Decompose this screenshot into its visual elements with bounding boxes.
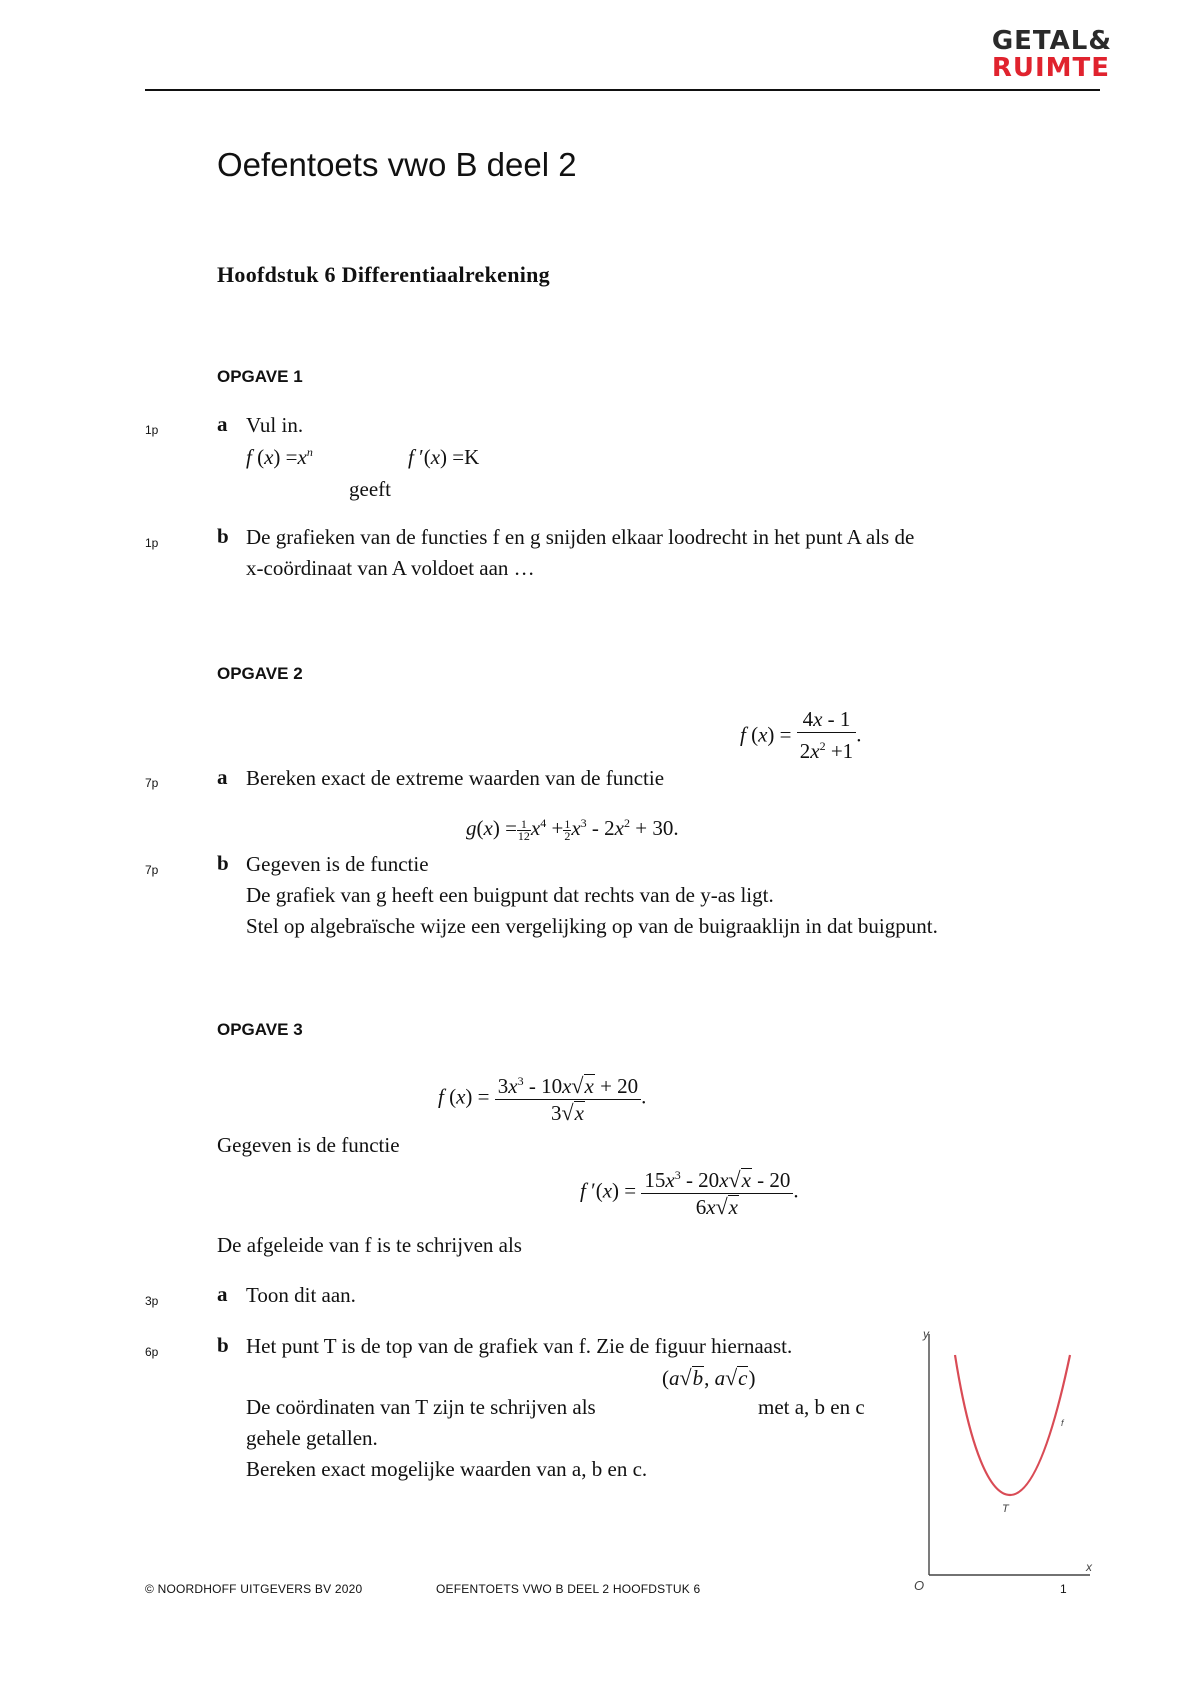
x-axis-label: x — [1086, 1560, 1092, 1574]
opgave-1a-formula-left: f $(x) =x^n$ — [246, 445, 313, 469]
opgave-3b-line-2a: De coördinaten van T zijn te schrijven als — [246, 1395, 596, 1419]
opgave-2b-line-3: Stel op algebraïsche wijze een vergelijking op van de buigraaklijn in dat buigpunt. — [246, 914, 938, 938]
opgave-3-function-f: f (x) = $\frac{3x^3 - 10x√x + 20}{3√x}$ . — [438, 1068, 646, 1126]
opgave-3-heading: OPGAVE 3 — [217, 1020, 303, 1039]
opgave-3b-letter: b — [217, 1333, 229, 1357]
opgave-3b-line-2b: met a, b en c — [758, 1395, 865, 1419]
opgave-3a-points: 3p — [145, 1294, 159, 1308]
opgave-3a-text: Toon dit aan. — [246, 1283, 356, 1307]
logo-line-2: RUIMTE — [991, 53, 1110, 83]
opgave-2-heading: OPGAVE 2 — [217, 664, 303, 683]
opgave-1b-points: 1p — [145, 536, 159, 550]
opgave-3b-line-4: Bereken exact mogelijke waarden van a, b en c. — [246, 1457, 648, 1481]
origin-label: O — [914, 1578, 925, 1590]
opgave-2b-letter: b — [217, 851, 229, 875]
opgave-2a-points: 7p — [145, 776, 159, 790]
opgave-1b-line-1: De grafieken van de functies f en g snijden elkaar loodrecht in het punt A als de — [246, 525, 915, 549]
curve-label: f — [1061, 1418, 1064, 1428]
opgave-2-function-f: f (x) = $\frac{4x - 1}{2x^2 +1}$ . — [740, 707, 862, 763]
top-label: T — [1002, 1503, 1009, 1515]
opgave-1a-letter: a — [217, 412, 228, 436]
publisher-logo — [992, 28, 1112, 82]
parabola-figure — [900, 1320, 1100, 1590]
chapter-heading: Hoofdstuk 6 Differentiaalrekening — [217, 262, 550, 287]
footer-document-title: OEFENTOETS VWO B DEEL 2 HOOFDSTUK 6 — [436, 1582, 701, 1596]
opgave-1-heading: OPGAVE 1 — [217, 367, 303, 386]
opgave-3b-points: 6p — [145, 1345, 159, 1359]
opgave-3-derivative-intro: De afgeleide van f is te schrijven als — [217, 1233, 522, 1257]
opgave-3a-letter: a — [217, 1282, 228, 1306]
opgave-3b-line-3: gehele getallen. — [246, 1426, 378, 1450]
opgave-3-intro: Gegeven is de functie — [217, 1133, 400, 1157]
footer-page-number: 1 — [1060, 1582, 1067, 1596]
opgave-2b-line-2: De grafiek van g heeft een buigpunt dat rechts van de y-as ligt. — [246, 883, 774, 907]
opgave-2a-letter: a — [217, 765, 228, 789]
opgave-1b-letter: b — [217, 524, 229, 548]
opgave-1a-text: Vul in. — [246, 413, 304, 437]
opgave-2-function-g: g(x) = $\frac{1}{12}$ $x^4$ + $\frac{1}{2}$ $x^3 - 2x^2 + 30$. — [466, 816, 679, 843]
opgave-2a-text: Bereken exact de extreme waarden van de functie — [246, 766, 665, 790]
opgave-2b-line-1: Gegeven is de functie — [246, 852, 429, 876]
opgave-3b-coordinates: (a√b, a√c) — [662, 1365, 756, 1390]
graph-curve — [955, 1355, 1070, 1495]
header-rule — [145, 89, 1100, 91]
logo-line-1: GETAL& — [991, 26, 1112, 56]
opgave-1a-geeft: geeft — [349, 477, 391, 501]
opgave-1b-line-2: x-coördinaat van A voldoet aan … — [246, 556, 535, 580]
y-axis-label: y — [923, 1327, 929, 1341]
footer-copyright: © NOORDHOFF UITGEVERS BV 2020 — [145, 1582, 363, 1596]
opgave-2b-points: 7p — [145, 863, 159, 877]
opgave-3-derivative: f ′(x) = $\frac{15x^3 - 20x√x - 20}{6x√x}$ . — [580, 1162, 799, 1220]
opgave-1a-points: 1p — [145, 423, 159, 437]
opgave-1a-formula-right: f ′(x) =K — [408, 445, 480, 469]
page-title: Oefentoets vwo B deel 2 — [217, 146, 577, 183]
opgave-3b-line-1: Het punt T is de top van de grafiek van f. Zie de figuur hiernaast. — [246, 1334, 793, 1358]
